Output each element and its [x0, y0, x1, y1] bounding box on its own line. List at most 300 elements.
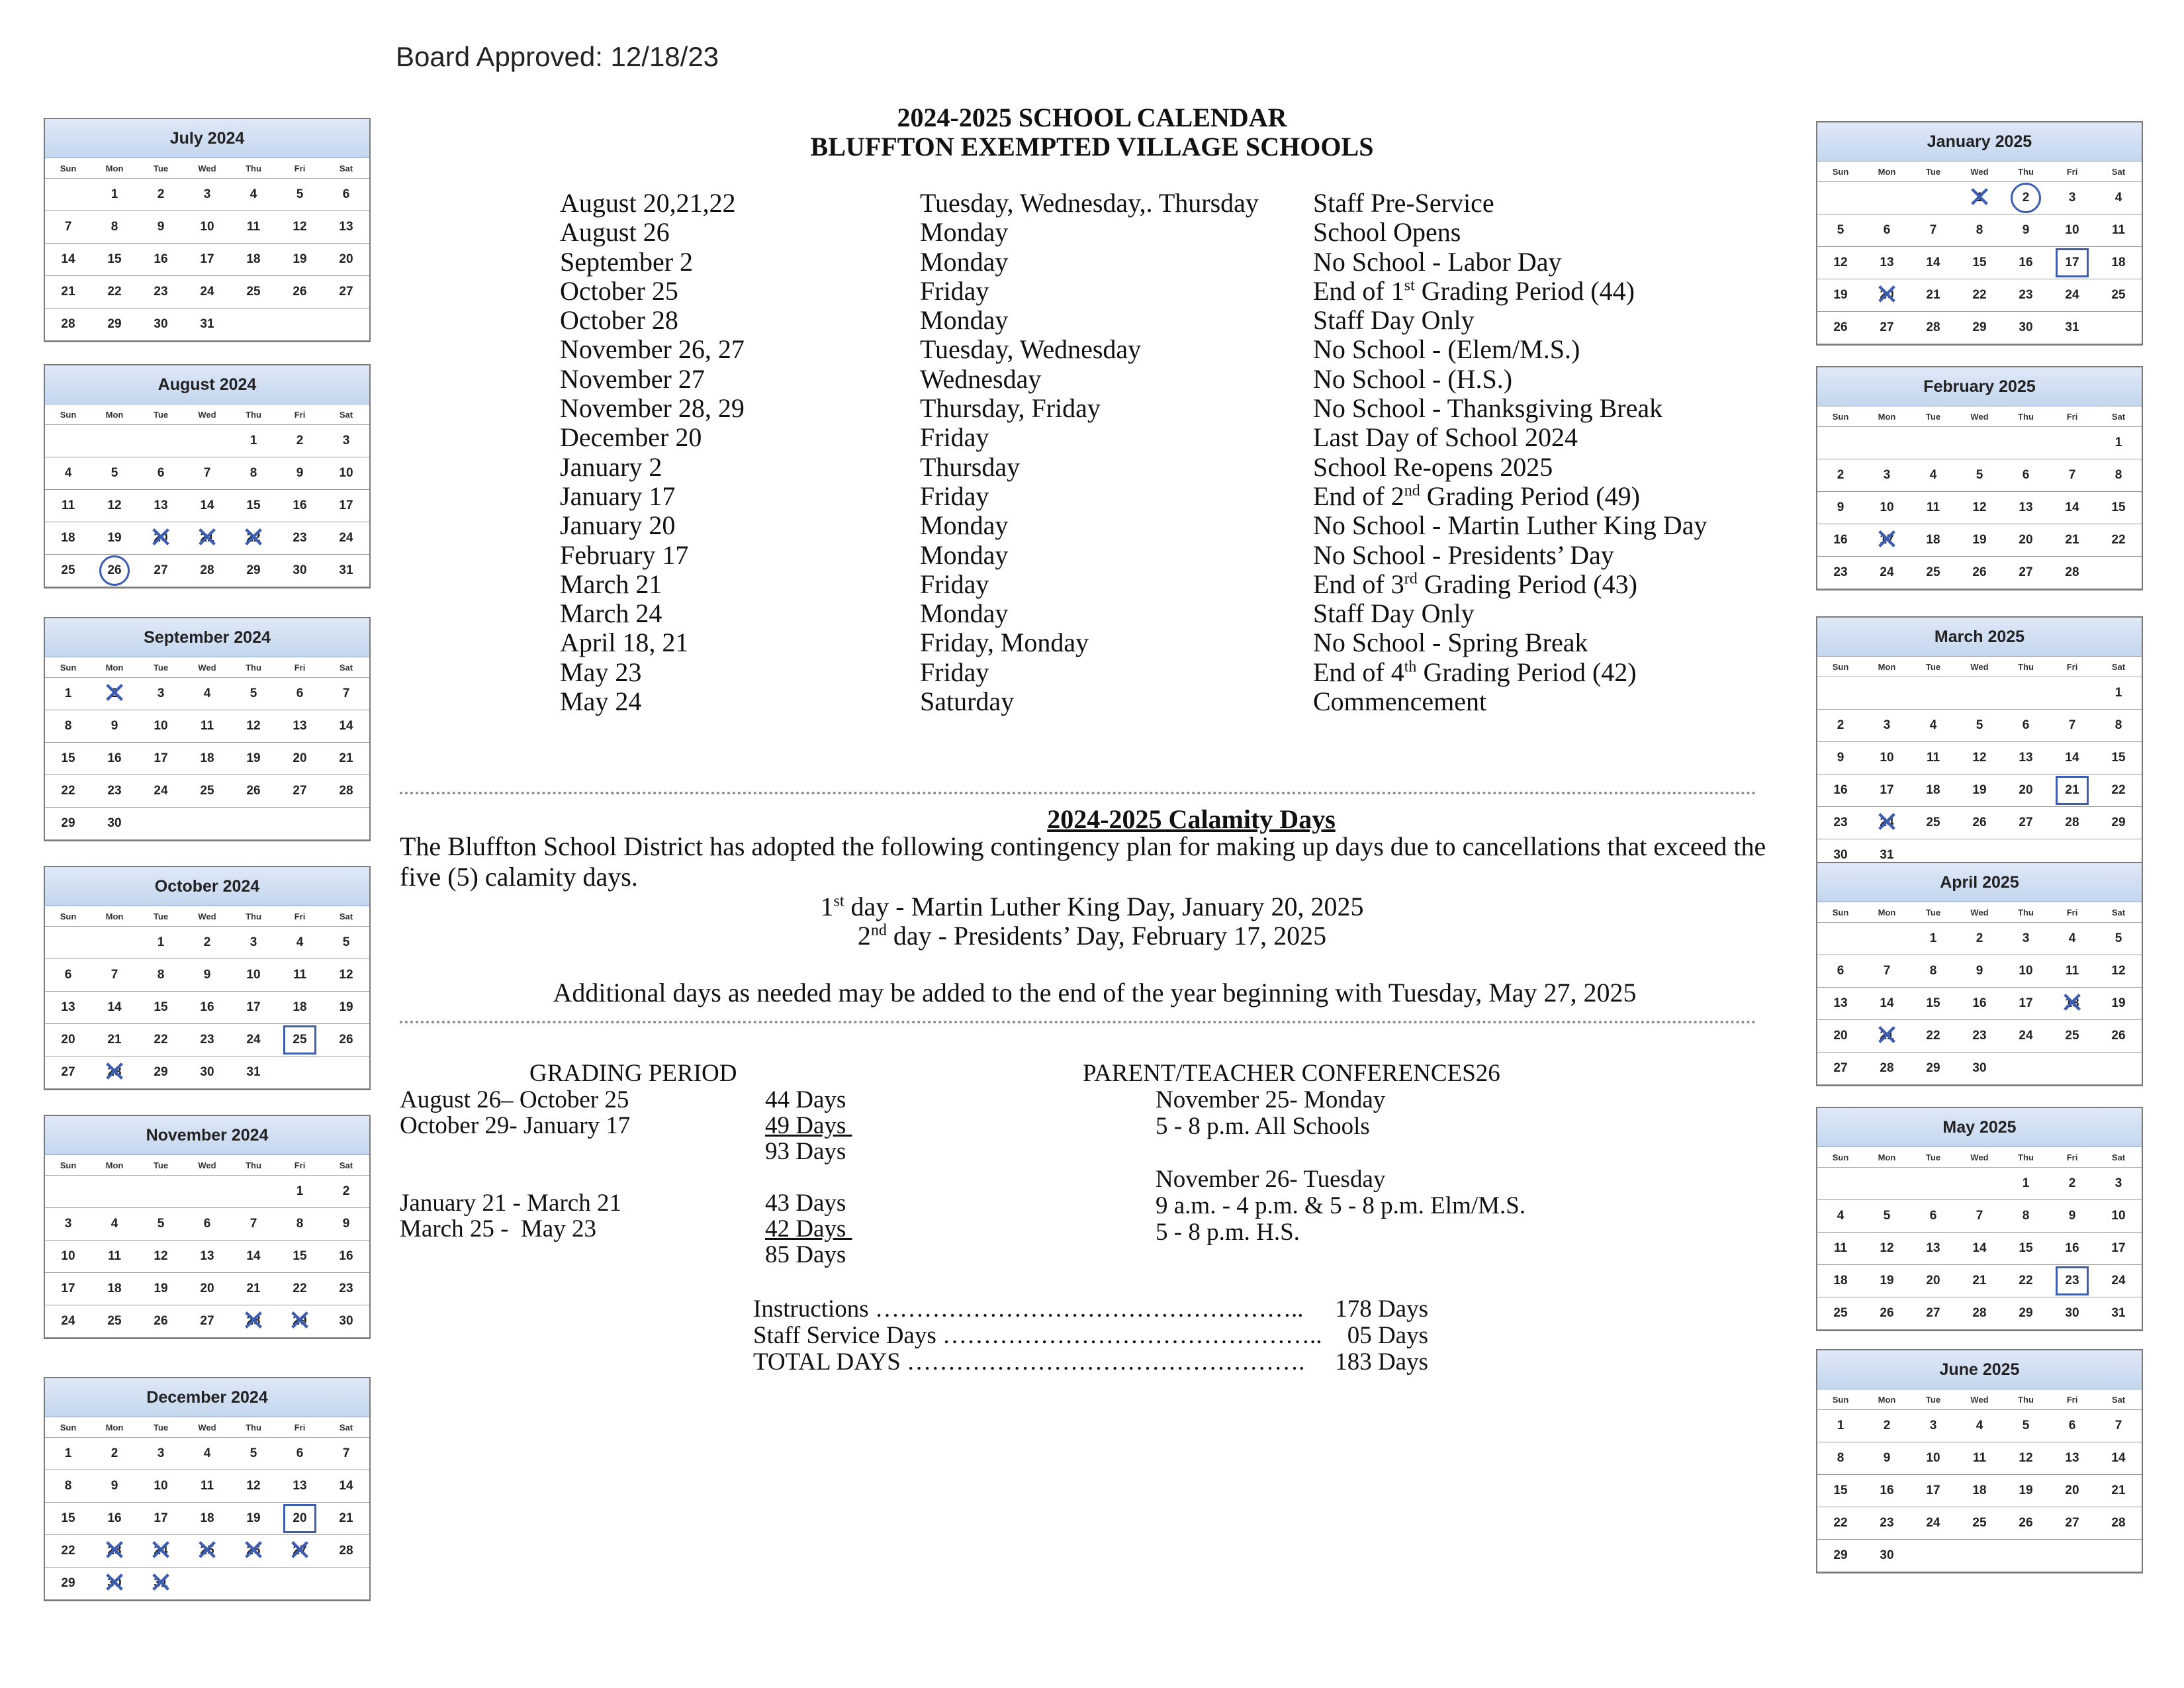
calendar-month-title: October 2024	[45, 867, 369, 906]
calendar-day: 27	[277, 775, 323, 808]
grading-range: October 29- January 17	[400, 1112, 631, 1139]
calendar-day: 14	[45, 244, 91, 276]
calendar-day: 28	[2049, 807, 2095, 839]
calendar-day: 18	[277, 992, 323, 1024]
weekday-label: Sat	[2111, 907, 2126, 917]
calendar-day: 28	[1956, 1297, 2003, 1330]
calendar-empty-cell	[2095, 557, 2142, 589]
calendar-day: 18	[45, 522, 91, 555]
calendar-day: 8	[1817, 1442, 1864, 1475]
title-line-1: 2024-2025 SCHOOL CALENDAR	[897, 103, 1287, 132]
calendar-day: 7	[230, 1208, 277, 1241]
calendar-empty-cell	[2049, 677, 2095, 710]
calendar-day: 29	[230, 555, 277, 587]
calendar-day: 11	[1910, 492, 1956, 524]
calendar-day: 25	[91, 1305, 138, 1338]
weekday-label: Thu	[246, 911, 261, 921]
calendar-day: 29	[1956, 312, 2003, 344]
weekday-label: Tue	[153, 1160, 169, 1170]
calendar-day: 9	[91, 710, 138, 743]
calendar-day: 27	[323, 276, 369, 308]
calendar-day: 9	[1956, 955, 2003, 988]
calendar-day: 21	[323, 743, 369, 775]
grading-range	[400, 1164, 630, 1190]
calendar-day: 29	[91, 308, 138, 341]
event-day: Friday	[920, 275, 989, 306]
calendar-empty-cell	[277, 1568, 323, 1600]
weekday-label: Fri	[294, 409, 306, 420]
calendar-day: 16	[1817, 524, 1864, 557]
calendar-day-grid	[45, 1176, 369, 1338]
calendar-day: 10	[1910, 1442, 1956, 1475]
calendar-day: 11	[2095, 214, 2142, 247]
calendar-day: 9	[184, 959, 230, 992]
calendar-day: 1	[1910, 923, 1956, 955]
calendar-day: 5	[91, 457, 138, 490]
calendar-day: 18	[1910, 774, 1956, 807]
weekday-label: Thu	[2018, 907, 2034, 917]
calendar-day: 8	[277, 1208, 323, 1241]
weekday-label: Wed	[198, 409, 216, 420]
calendar-day: 25	[230, 276, 277, 308]
calendar-day: 29 ✕	[277, 1305, 323, 1338]
event-date: November 26, 27	[560, 334, 745, 365]
calendar-day: 4	[2095, 182, 2142, 214]
calendar-empty-cell	[2003, 1053, 2049, 1085]
calendar-day: 7	[2095, 1410, 2142, 1442]
calendar-empty-cell	[323, 1056, 369, 1089]
calendar-day: 20	[277, 743, 323, 775]
calendar-day: 10	[2003, 955, 2049, 988]
calendar-day: 11	[91, 1241, 138, 1273]
calendar-day: 11	[184, 710, 230, 743]
calendar-day: 26	[1817, 312, 1864, 344]
calendar-day: 4	[2049, 923, 2095, 955]
board-approved-note: Board Approved: 12/18/23	[396, 41, 719, 72]
weekday-label: Sun	[1832, 1394, 1849, 1405]
calendar-weekday-header	[45, 1417, 369, 1438]
event-date: August 26	[560, 217, 670, 248]
calendar-day: 22	[2095, 774, 2142, 807]
calendar-day: 15	[45, 1503, 91, 1535]
calendar-day: 2	[91, 1438, 138, 1470]
event-date: August 20,21,22	[560, 188, 736, 218]
grading-days-count: 49 Days	[765, 1112, 852, 1139]
calendar-day: 6	[323, 179, 369, 211]
calendar-day: 25	[2095, 279, 2142, 312]
weekday-label: Sun	[1832, 907, 1849, 917]
calendar-day: 21	[230, 1273, 277, 1305]
calendar-day: 20	[184, 1273, 230, 1305]
calendar-day: 24	[230, 1024, 277, 1056]
calamity-day-1: 1st day - Martin Luther King Day, January 20, 2025	[820, 892, 1364, 921]
calendar-day: 5	[230, 678, 277, 710]
calendar-day: 30	[138, 308, 184, 341]
calendar-june-2025	[1816, 1349, 2143, 1573]
calendar-day: 25	[1956, 1507, 2003, 1540]
calendar-day: 17	[45, 1273, 91, 1305]
calendar-day: 8	[2095, 459, 2142, 492]
calendar-day: 7	[2049, 459, 2095, 492]
calendar-day: 5	[230, 1438, 277, 1470]
calendar-day: 16	[323, 1241, 369, 1273]
weekday-label: Sun	[60, 1422, 77, 1432]
calendar-weekday-header	[1817, 902, 2142, 923]
event-description: No School - (Elem/M.S.)	[1313, 334, 1580, 365]
calendar-day: 18	[230, 244, 277, 276]
calendar-day: 13	[2049, 1442, 2095, 1475]
calendar-day: 9	[2049, 1200, 2095, 1233]
event-date: January 2	[560, 451, 662, 482]
calendar-day: 19	[323, 992, 369, 1024]
conference-line: 9 a.m. - 4 p.m. & 5 - 8 p.m. Elm/M.S.	[1156, 1192, 1526, 1219]
calendar-day: 25	[1910, 807, 1956, 839]
calendar-day: 27	[2049, 1507, 2095, 1540]
calendar-day: 1	[277, 1176, 323, 1208]
calendar-day: 16	[2003, 247, 2049, 279]
calendar-day: 30	[184, 1056, 230, 1089]
event-description: Staff Day Only	[1313, 598, 1475, 629]
calendar-day: 21 ✕	[1864, 1020, 1910, 1053]
event-date: November 27	[560, 363, 705, 394]
event-description: Last Day of School 2024	[1313, 422, 1578, 453]
calendar-day: 6	[277, 678, 323, 710]
calendar-day: 12	[1864, 1233, 1910, 1265]
calendar-empty-cell	[1864, 677, 1910, 710]
conference-line: November 25- Monday	[1156, 1086, 1386, 1113]
calendar-day: 15	[1956, 247, 2003, 279]
calendar-day: 5	[138, 1208, 184, 1241]
calendar-day: 14	[2095, 1442, 2142, 1475]
event-description: End of 2nd Grading Period (49)	[1313, 481, 1640, 511]
calendar-day: 26	[277, 276, 323, 308]
calendar-day: 26	[91, 555, 138, 587]
calendar-day: 20	[1817, 1020, 1864, 1053]
weekday-label: Fri	[2066, 1394, 2078, 1405]
calendar-day: 31	[2049, 312, 2095, 344]
calendar-day: 5	[1956, 710, 2003, 742]
event-date: January 20	[560, 510, 676, 541]
calendar-day: 27	[45, 1056, 91, 1089]
calendar-empty-cell	[2003, 427, 2049, 459]
calendar-month-title: January 2025	[1817, 122, 2142, 162]
calendar-day: 15	[230, 490, 277, 522]
calendar-day: 8	[2003, 1200, 2049, 1233]
calendar-day: 12	[1956, 742, 2003, 774]
calendar-empty-cell	[323, 1568, 369, 1600]
event-dates-column	[560, 189, 904, 716]
calendar-day: 5	[323, 927, 369, 959]
calendar-day: 4	[1956, 1410, 2003, 1442]
calendar-may-2025	[1816, 1107, 2143, 1331]
weekday-label: Sun	[60, 163, 77, 173]
summary-value: 178 Days	[1335, 1295, 1428, 1323]
weekday-label: Mon	[105, 911, 124, 921]
summary-row	[753, 1296, 1428, 1323]
event-date: March 24	[560, 598, 662, 629]
calendar-april-2025	[1816, 862, 2143, 1086]
grading-days-count: 43 Days	[765, 1190, 846, 1217]
weekday-label: Sat	[2111, 661, 2126, 672]
calendar-day: 19	[277, 244, 323, 276]
calendar-weekday-header	[45, 906, 369, 927]
calendar-day: 24	[1864, 557, 1910, 589]
calendar-month-title: August 2024	[45, 365, 369, 404]
calendar-weekday-header	[1817, 657, 2142, 677]
calendar-day-grid	[1817, 182, 2142, 344]
weekday-label: Mon	[1878, 1394, 1896, 1405]
calendar-day: 22	[2095, 524, 2142, 557]
calendar-day: 23	[1817, 807, 1864, 839]
calendar-day-grid	[45, 678, 369, 840]
calendar-day: 4	[277, 927, 323, 959]
calendar-day: 31 ✕	[138, 1568, 184, 1600]
conference-line: November 26- Tuesday	[1156, 1166, 1386, 1193]
event-day: Friday	[920, 569, 989, 599]
summary-label: Instructions ……………………………………………..	[753, 1295, 1304, 1323]
calendar-day: 18 ✕	[2049, 988, 2095, 1020]
calendar-empty-cell	[184, 425, 230, 457]
calendar-day: 26	[1956, 557, 2003, 589]
calendar-day: 12	[230, 1470, 277, 1503]
calendar-empty-cell	[1864, 923, 1910, 955]
calendar-day: 10	[230, 959, 277, 992]
calendar-day: 10	[323, 457, 369, 490]
calendar-empty-cell	[323, 308, 369, 341]
calendar-day: 24	[1910, 1507, 1956, 1540]
calendar-day: 1	[45, 678, 91, 710]
weekday-label: Wed	[1970, 166, 1989, 177]
calendar-day: 13	[1910, 1233, 1956, 1265]
calendar-day: 25	[277, 1024, 323, 1056]
calendar-day: 10	[2095, 1200, 2142, 1233]
calendar-empty-cell	[2049, 1053, 2095, 1085]
calendar-day: 31	[184, 308, 230, 341]
weekday-label: Sun	[60, 911, 77, 921]
calendar-day: 12	[1817, 247, 1864, 279]
weekday-label: Sat	[339, 1422, 353, 1432]
calendar-day: 27	[2003, 807, 2049, 839]
calendar-day: 22	[2003, 1265, 2049, 1297]
conferences-title: PARENT/TEACHER CONFERENCES26	[1083, 1060, 1500, 1087]
calendar-day: 7	[2049, 710, 2095, 742]
calendar-empty-cell	[184, 1176, 230, 1208]
calendar-july-2024	[44, 118, 371, 342]
calendar-day: 17	[2095, 1233, 2142, 1265]
event-description: No School - Spring Break	[1313, 628, 1588, 658]
calendar-day: 28	[184, 555, 230, 587]
calendar-day: 26	[138, 1305, 184, 1338]
calendar-empty-cell	[230, 1568, 277, 1600]
calendar-day: 2	[2003, 182, 2049, 214]
weekday-label: Wed	[1970, 1152, 1989, 1162]
calendar-day: 3	[1910, 1410, 1956, 1442]
calendar-day: 7	[184, 457, 230, 490]
calendar-day: 8	[2095, 710, 2142, 742]
weekday-label: Mon	[105, 1422, 124, 1432]
calendar-day: 20	[2003, 524, 2049, 557]
calendar-day: 5	[2095, 923, 2142, 955]
event-day: Monday	[920, 246, 1009, 277]
calendar-day: 18	[1956, 1475, 2003, 1507]
grading-days-count: 85 Days	[765, 1241, 846, 1268]
calendar-day: 2	[138, 179, 184, 211]
calendar-day: 17 ✕	[1864, 524, 1910, 557]
calendar-day: 1	[91, 179, 138, 211]
calendar-day: 23	[2049, 1265, 2095, 1297]
calendar-day: 28	[1910, 312, 1956, 344]
calendar-day: 17	[230, 992, 277, 1024]
weekday-label: Thu	[246, 409, 261, 420]
grading-range: March 25 - May 23	[400, 1215, 596, 1243]
weekday-label: Mon	[105, 1160, 124, 1170]
calendar-day: 4	[1910, 710, 1956, 742]
calendar-day: 6	[1817, 955, 1864, 988]
calendar-empty-cell	[91, 425, 138, 457]
calendar-day: 1	[2095, 677, 2142, 710]
calendar-day: 13	[184, 1241, 230, 1273]
calendar-day: 21	[91, 1024, 138, 1056]
weekday-label: Thu	[246, 1160, 261, 1170]
calendar-day: 24 ✕	[1864, 807, 1910, 839]
calendar-day: 5	[2003, 1410, 2049, 1442]
calendar-day: 22	[45, 1535, 91, 1568]
weekday-label: Mon	[105, 662, 124, 673]
calendar-day: 23	[277, 522, 323, 555]
calendar-month-title: July 2024	[45, 119, 369, 158]
calendar-empty-cell	[1956, 427, 2003, 459]
weekday-label: Tue	[1925, 411, 1941, 422]
calendar-day: 19	[2095, 988, 2142, 1020]
calendar-february-2025	[1816, 366, 2143, 590]
calendar-empty-cell	[323, 808, 369, 840]
weekday-label: Sun	[60, 1160, 77, 1170]
calendar-day: 3	[230, 927, 277, 959]
calendar-month-title: May 2025	[1817, 1108, 2142, 1147]
calendar-day: 3	[323, 425, 369, 457]
weekday-label: Tue	[1925, 907, 1941, 917]
calendar-day-grid	[45, 927, 369, 1089]
calendar-day: 19	[2003, 1475, 2049, 1507]
calendar-day: 18	[2095, 247, 2142, 279]
conferences-list	[1156, 1087, 1525, 1246]
calendar-empty-cell	[184, 808, 230, 840]
weekday-label: Fri	[294, 662, 306, 673]
calendar-empty-cell	[1956, 677, 2003, 710]
calendar-day: 21	[45, 276, 91, 308]
weekday-label: Tue	[153, 662, 169, 673]
event-date: January 17	[560, 481, 676, 511]
calendar-day: 3	[1864, 459, 1910, 492]
calendar-day: 6	[45, 959, 91, 992]
event-date: October 25	[560, 275, 678, 306]
calendar-day: 7	[91, 959, 138, 992]
calendar-empty-cell	[2095, 312, 2142, 344]
calendar-day: 16	[1956, 988, 2003, 1020]
calendar-day: 3	[2049, 182, 2095, 214]
weekday-label: Sat	[2111, 166, 2126, 177]
event-day: Friday	[920, 657, 989, 687]
calendar-day: 9	[277, 457, 323, 490]
calendar-day: 26	[1864, 1297, 1910, 1330]
calendar-weekday-header	[45, 158, 369, 179]
weekday-label: Sun	[1832, 166, 1849, 177]
weekday-label: Thu	[2018, 166, 2034, 177]
calendar-day: 8	[91, 211, 138, 244]
event-day: Monday	[920, 510, 1009, 541]
calendar-day: 11	[2049, 955, 2095, 988]
calendar-day: 15	[2095, 492, 2142, 524]
calendar-day: 11	[277, 959, 323, 992]
title-line-2: BLUFFTON EXEMPTED VILLAGE SCHOOLS	[810, 132, 1374, 162]
weekday-label: Sun	[1832, 1152, 1849, 1162]
calendar-empty-cell	[45, 1176, 91, 1208]
calendar-day: 27 ✕	[277, 1535, 323, 1568]
calendar-day: 6	[2049, 1410, 2095, 1442]
calendar-day: 13	[2003, 742, 2049, 774]
calendar-day: 11	[184, 1470, 230, 1503]
calendar-title	[397, 103, 1787, 162]
calendar-day: 14	[1864, 988, 1910, 1020]
calendar-day: 3	[138, 678, 184, 710]
calendar-month-title: April 2025	[1817, 863, 2142, 902]
calendar-day: 7	[323, 1438, 369, 1470]
calendar-day: 10	[138, 710, 184, 743]
calendar-day: 24	[323, 522, 369, 555]
calendar-day: 2	[1956, 923, 2003, 955]
weekday-label: Mon	[1878, 1152, 1896, 1162]
calendar-day: 11	[1910, 742, 1956, 774]
calendar-day: 17	[1910, 1475, 1956, 1507]
weekday-label: Tue	[153, 409, 169, 420]
weekday-label: Sat	[339, 662, 353, 673]
divider-2	[400, 1021, 1756, 1030]
calendar-day: 7	[45, 211, 91, 244]
calendar-day: 28	[2095, 1507, 2142, 1540]
calendar-day: 26	[2003, 1507, 2049, 1540]
weekday-label: Tue	[153, 1422, 169, 1432]
calendar-empty-cell	[91, 1176, 138, 1208]
day-totals-summary	[753, 1296, 1428, 1376]
calendar-day: 24	[2049, 279, 2095, 312]
calendar-day: 30	[1864, 1540, 1910, 1572]
calendar-day: 12	[2095, 955, 2142, 988]
weekday-label: Fri	[2066, 1152, 2078, 1162]
event-day: Monday	[920, 305, 1009, 336]
event-description: Staff Day Only	[1313, 305, 1475, 336]
event-date: April 18, 21	[560, 628, 689, 658]
calendar-day: 19	[1956, 774, 2003, 807]
weekday-label: Sun	[60, 409, 77, 420]
calendar-day: 15	[138, 992, 184, 1024]
grading-range	[400, 1139, 630, 1164]
calendar-empty-cell	[1864, 182, 1910, 214]
weekday-label: Mon	[1878, 661, 1896, 672]
event-date: November 28, 29	[560, 393, 745, 424]
calendar-day: 30 ✕	[91, 1568, 138, 1600]
calendar-day: 20 ✕	[138, 522, 184, 555]
calendar-day: 28 ✕	[230, 1305, 277, 1338]
calendar-day: 21	[323, 1503, 369, 1535]
calendar-day: 8	[45, 1470, 91, 1503]
summary-row	[753, 1349, 1428, 1376]
calendar-empty-cell	[1817, 923, 1864, 955]
calendar-day: 9	[1817, 742, 1864, 774]
weekday-label: Thu	[2018, 1152, 2034, 1162]
calendar-empty-cell	[138, 1176, 184, 1208]
calendar-day: 11	[1817, 1233, 1864, 1265]
calendar-empty-cell	[2049, 427, 2095, 459]
